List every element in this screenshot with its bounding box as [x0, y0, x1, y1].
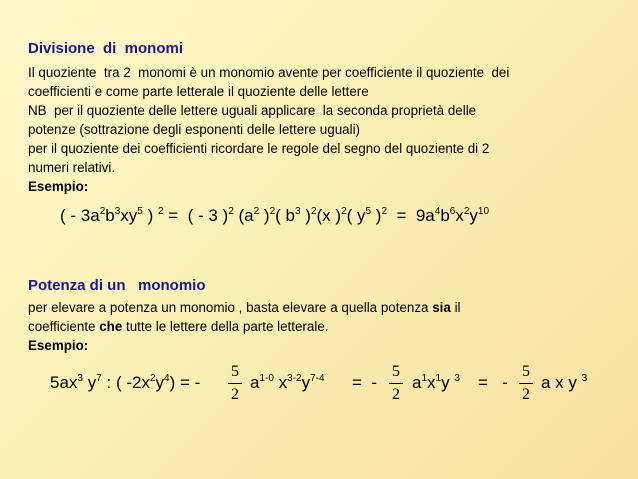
example-label: Esempio: — [28, 179, 89, 194]
text-line: Il quoziente tra 2 monomi è un monomio avente per coefficiente il quoziente dei — [28, 65, 510, 80]
division-paragraph — [28, 63, 628, 196]
text-line: per elevare a potenza un monomio , basta elevare a quella potenza sia il — [28, 300, 461, 315]
section-title-power: Potenza di un monomio — [28, 277, 206, 294]
equals-minus: = - — [352, 373, 378, 392]
power-paragraph — [28, 298, 628, 355]
example-label: Esempio: — [28, 338, 89, 353]
fraction: 5 2 — [228, 363, 242, 404]
fraction: 5 2 — [389, 363, 403, 404]
equals-minus: = - — [478, 373, 508, 392]
text-line: numeri relativi. — [28, 160, 116, 175]
text-line: potenze (sottrazione degli esponenti delle lettere uguali) — [28, 122, 361, 137]
text-line: per il quoziente dei coefficienti ricordare le regole del segno del quoziente di 2 — [28, 141, 490, 156]
division-formula-result: a x y $^3$ — [541, 373, 588, 392]
division-formula-lhs: $5ax^3$ $y^7$ : ( $-2x^2y^4$) = - — [50, 373, 201, 392]
text-line: coefficienti e come parte letterale il quoziente delle lettere — [28, 84, 369, 99]
fraction: 5 2 — [519, 363, 533, 404]
power-formula: ( - $3a^2b^3xy^5$ ) $^2$ = ( - 3 )$^2$ ($a^2$ )$^2$( $b^3$ )$^2$(x )$^2$( $y^5$ )$^2 = 9a^4b^6x^2y^{10}$ — [60, 206, 490, 225]
text-line: NB per il quoziente delle lettere uguali applicare la seconda proprietà delle — [28, 103, 477, 118]
section-title-division: Divisione di monomi — [28, 40, 184, 57]
text-line: coefficiente che tutte le lettere della parte letterale. — [28, 319, 329, 334]
division-formula-step1: $a^{1-0}$ $x^{3-2}y^{7-4}$ — [250, 373, 325, 392]
division-formula-step2: $a^1x^1y$ $^3$ — [412, 373, 460, 392]
